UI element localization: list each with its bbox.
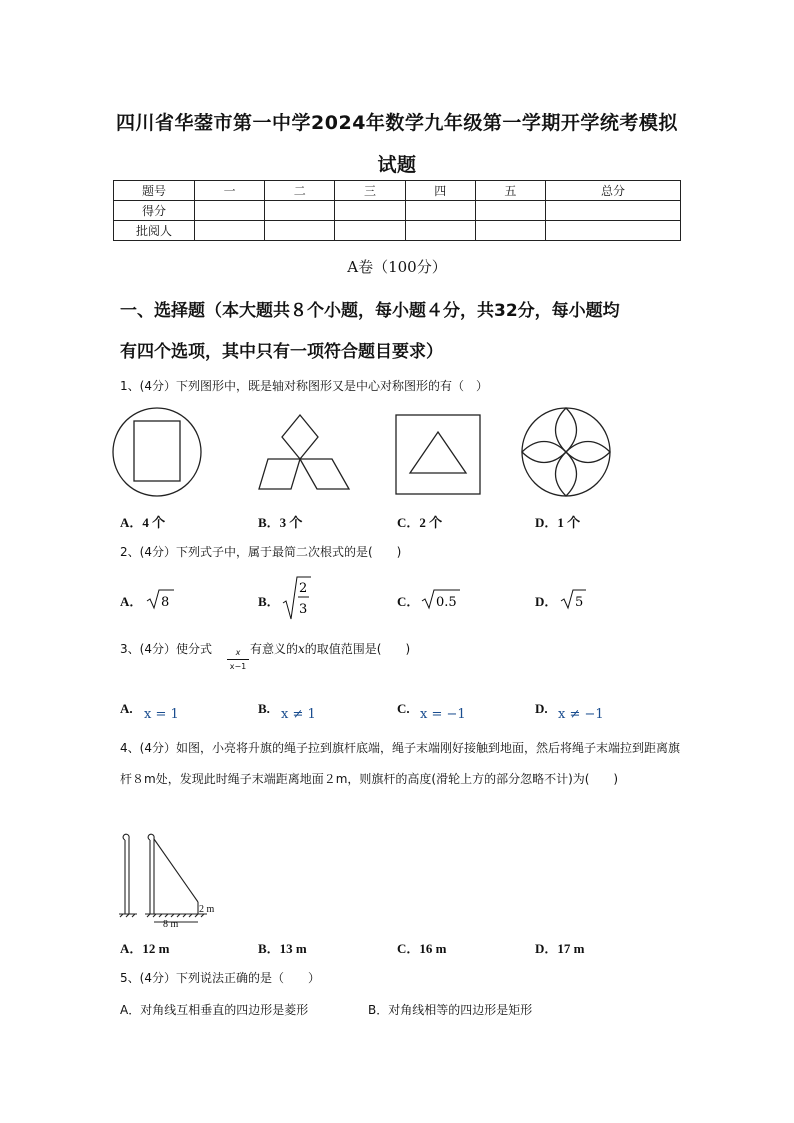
circle-square-figure	[113, 408, 201, 496]
score-col-2: 二	[265, 181, 335, 201]
q2-option-d-sqrt	[560, 587, 590, 611]
q1-option-b: B．3 个	[258, 515, 303, 530]
grader-cell	[405, 221, 475, 241]
q3-stem-end: 的取值范围是( )	[304, 642, 411, 656]
q3-option-b-value: x ≠ 1	[281, 707, 316, 722]
grader-cell	[335, 221, 405, 241]
q2-option-c-label: C．	[397, 594, 420, 609]
score-col-label: 题号	[114, 181, 195, 201]
q1-option-c: C．2 个	[397, 515, 443, 530]
score-cell	[265, 201, 335, 221]
square-triangle-figure	[396, 415, 480, 494]
q3-option-a-value: x = 1	[144, 707, 179, 722]
score-cell	[405, 201, 475, 221]
q2-b-denominator: 3	[299, 602, 308, 617]
q3-stem-post: 有意义的	[250, 642, 299, 656]
q3-option-d-label: D.	[535, 701, 548, 716]
q4-label-8m: 8 m	[163, 919, 179, 930]
three-rhombus-figure	[259, 415, 349, 489]
q1-figures	[110, 405, 630, 500]
score-cell	[195, 201, 265, 221]
q2-option-b-label: B．	[258, 594, 280, 609]
part1-heading-line1: 一、选择题（本大题共８个小题，每小题４分，共32分，每小题均	[120, 301, 620, 321]
q5-option-b: B．对角线相等的四边形是矩形	[368, 1003, 533, 1017]
q2-d-radicand: 5	[575, 595, 584, 610]
q3-option-c-label: C.	[397, 701, 410, 716]
q2-option-b-sqrt	[282, 575, 312, 621]
q1-option-d: D．1 个	[535, 515, 581, 530]
q3-fraction-denominator: x−1	[227, 659, 249, 671]
q1-option-a: A．4 个	[120, 515, 166, 530]
grader-cell	[475, 221, 545, 241]
q2-option-d-label: D．	[535, 594, 558, 609]
q3-variable: x	[298, 642, 305, 656]
q4-flagpole-figure	[115, 832, 215, 932]
score-cell	[475, 201, 545, 221]
q3-option-c-value: x = −1	[420, 707, 466, 722]
part1-heading-line2: 有四个选项，其中只有一项符合题目要求）	[120, 342, 443, 362]
q3-fraction-numerator: x	[235, 648, 241, 657]
score-table-grader-row	[114, 221, 681, 241]
score-table-score-row	[114, 201, 681, 221]
score-table-header-row	[114, 181, 681, 201]
q1-stem: 1、(4分）下列图形中，既是轴对称图形又是中心对称图形的有（ ）	[120, 379, 488, 393]
grader-cell	[546, 221, 681, 241]
exam-title-line1: 四川省华蓥市第一中学2024年数学九年级第一学期开学统考模拟	[116, 112, 678, 134]
score-col-5: 五	[475, 181, 545, 201]
q4-option-b: B．13 m	[258, 941, 307, 956]
q5-option-a: A．对角线互相垂直的四边形是菱形	[120, 1003, 309, 1017]
score-cell	[335, 201, 405, 221]
q4-option-a: A．12 m	[120, 941, 170, 956]
score-col-1: 一	[195, 181, 265, 201]
section-a-heading: A卷（100分）	[347, 258, 447, 276]
q3-option-a-label: A.	[120, 701, 133, 716]
grader-cell	[195, 221, 265, 241]
score-col-3: 三	[335, 181, 405, 201]
q4-option-c: C．16 m	[397, 941, 447, 956]
q2-option-a-sqrt	[146, 587, 176, 611]
q2-b-numerator: 2	[299, 581, 308, 596]
score-table	[113, 180, 681, 241]
score-row-label: 得分	[114, 201, 195, 221]
grader-cell	[265, 221, 335, 241]
score-col-total: 总分	[546, 181, 681, 201]
q3-option-b-label: B.	[258, 701, 270, 716]
q2-c-radicand: 0.5	[436, 595, 457, 610]
q4-option-d: D．17 m	[535, 941, 585, 956]
q4-stem: 4、(4分）如图，小亮将升旗的绳子拉到旗杆底端，绳子末端刚好接触到地面，然后将绳子末端拉到距离旗杆８m处，发现此时绳子末端距离地面２m，则旗杆的高度(滑轮上方的部分忽略不计)为( )	[120, 741, 680, 786]
exam-title-line2: 试题	[377, 154, 417, 176]
q5-stem: 5、(4分）下列说法正确的是（ ）	[120, 971, 320, 985]
q3-option-d-value: x ≠ −1	[558, 707, 604, 722]
q2-stem: 2、(4分）下列式子中，属于最简二次根式的是( )	[120, 545, 402, 559]
score-col-4: 四	[405, 181, 475, 201]
q2-a-radicand: 8	[161, 595, 170, 610]
q2-option-c-sqrt	[421, 587, 461, 611]
four-petal-figure	[522, 408, 610, 496]
q3-fraction	[227, 648, 249, 671]
score-cell	[546, 201, 681, 221]
q3-stem-mid	[250, 640, 410, 657]
q4-label-2m: 2 m	[199, 904, 215, 915]
q2-option-a-label: A．	[120, 594, 143, 609]
grader-row-label: 批阅人	[114, 221, 195, 241]
q3-stem-pre: 3、(4分）使分式	[120, 642, 212, 656]
